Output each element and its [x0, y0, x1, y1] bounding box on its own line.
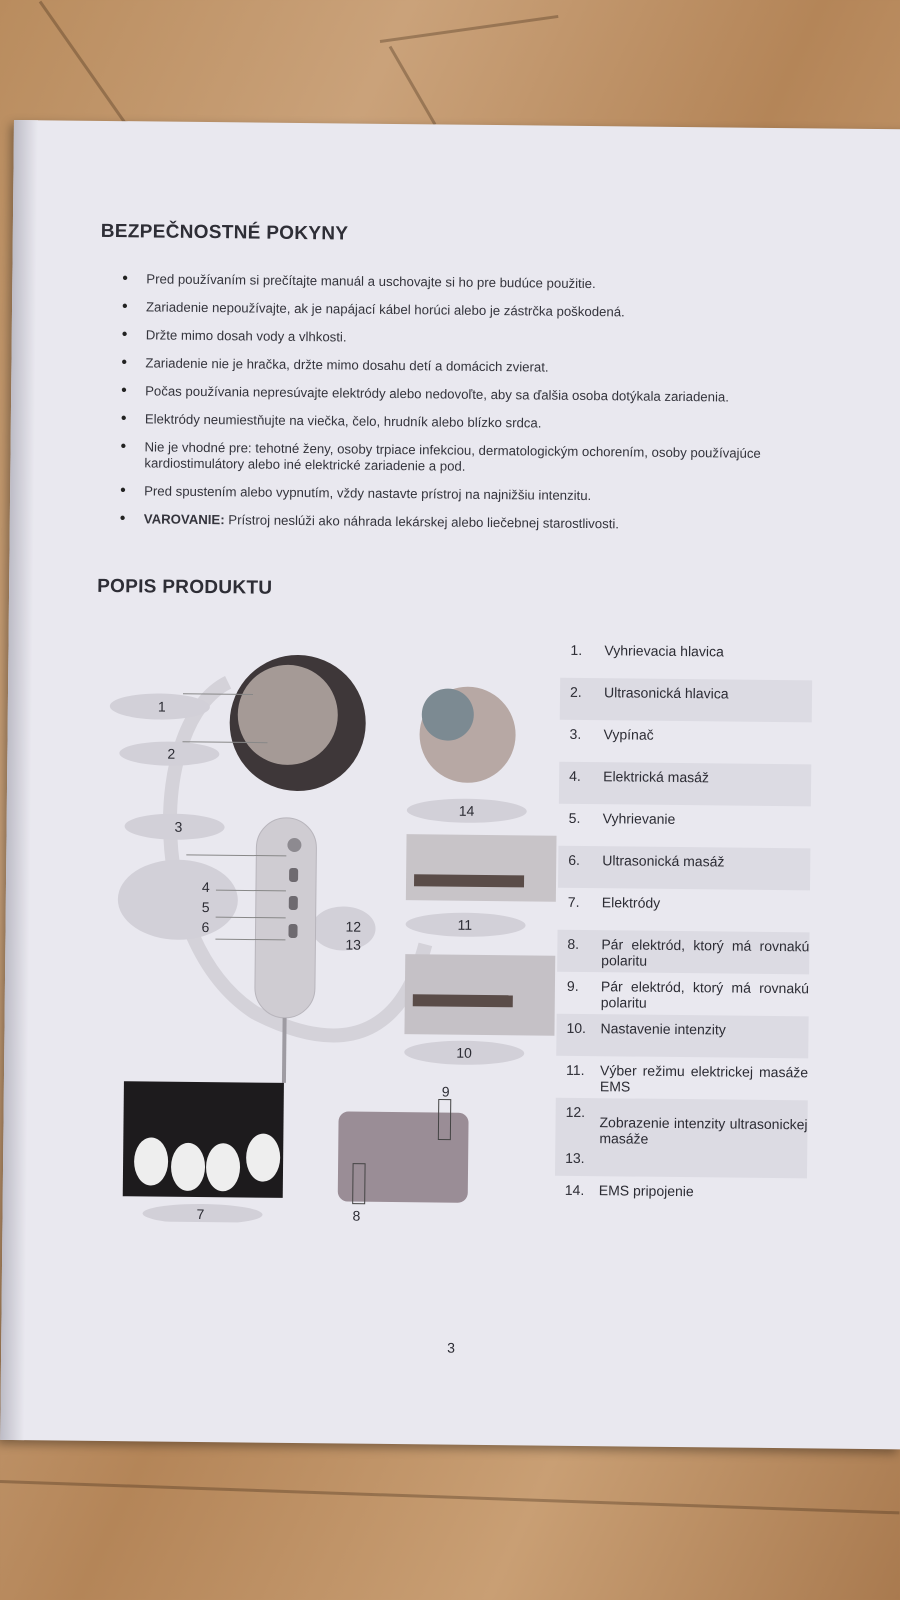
part-row: [560, 636, 812, 681]
safety-item: • Zariadenie nie je hračka, držte mimo dosahu detí a domácich zvierat.: [121, 355, 811, 378]
product-diagram: [102, 641, 568, 1226]
parts-list: [555, 636, 813, 1221]
part-row: [556, 1056, 808, 1101]
callout-5: 5: [201, 899, 210, 916]
part-num: 14.: [564, 1181, 585, 1199]
inset-panel-11: [406, 834, 557, 902]
part-row: [556, 1014, 808, 1059]
part-row: [557, 972, 809, 1017]
wood-grain-line: [380, 15, 559, 43]
callout-4: 4: [201, 879, 210, 896]
part-row: [555, 1098, 808, 1179]
part-row: [558, 888, 810, 933]
part-label: Vyhrievanie: [602, 810, 676, 827]
part-num: 5.: [568, 809, 581, 826]
part-num: 1.: [570, 641, 583, 658]
manual-page: [0, 120, 900, 1449]
callout-1: 1: [157, 698, 166, 715]
part-label: Ultrasonická hlavica: [603, 684, 729, 702]
part-label: Pár elektród, ktorý má rovnakú polaritu: [600, 978, 810, 1011]
warning-label: VAROVANIE:: [143, 511, 225, 528]
safety-item: • Nie je vhodné pre: tehotné ženy, osoby trpiace infekciou, dermatologickým ochorením, osoby používajúce kardiostimulátory alebo iné elektrické zariadenie a pod.: [120, 439, 810, 478]
callout-12: 12: [345, 918, 362, 935]
electrode-pair-photo: [338, 1111, 469, 1202]
part-row: [558, 804, 810, 849]
callout-2: 2: [167, 745, 176, 762]
part-row: [557, 930, 809, 975]
part-row: [560, 678, 812, 723]
part-row: [559, 762, 811, 807]
callout-ellipse-1213: [311, 906, 375, 951]
part-label: Ultrasonická masáž: [602, 852, 725, 870]
callout-14: 14: [458, 802, 475, 819]
page-number: 3: [447, 1339, 456, 1356]
mode-button-icon: [289, 896, 298, 910]
part-num: 8.: [567, 935, 580, 952]
wood-grain-line: [39, 1, 133, 134]
part-label: Výber režimu elektrickej masáže EMS: [599, 1062, 809, 1095]
callout-13: 13: [345, 936, 362, 953]
part-num: 9.: [566, 977, 579, 994]
safety-heading: BEZPEČNOSTNÉ POKYNY: [100, 220, 349, 245]
callout-9: 9: [441, 1083, 450, 1100]
part-num: [565, 1104, 600, 1166]
warning-text: Prístroj neslúži ako náhrada lekárskej alebo liečebnej starostlivosti.: [224, 512, 620, 532]
part-row: [555, 1176, 807, 1221]
part-row: [559, 720, 811, 765]
safety-item: • Držte mimo dosah vody a vlhkosti.: [122, 327, 812, 350]
safety-list: [120, 271, 813, 546]
product-heading: POPIS PRODUKTU: [97, 575, 273, 599]
part-label: Vyhrievacia hlavica: [604, 642, 724, 660]
callout-3: 3: [174, 818, 183, 835]
power-cord: [284, 1018, 285, 1083]
part-label: Vypínač: [603, 726, 654, 743]
callout-6: 6: [201, 919, 210, 936]
warning-item: [120, 511, 810, 534]
part-num-13: 13.: [565, 1149, 585, 1167]
part-row: [558, 846, 810, 891]
part-num: 10.: [566, 1019, 587, 1037]
part-num: 3.: [569, 725, 582, 742]
callout-ellipse-456: [117, 859, 238, 940]
callout-10: 10: [456, 1044, 472, 1061]
safety-item: • Pred spustením alebo vypnutím, vždy nastavte prístroj na najnižšiu intenzitu.: [120, 483, 810, 506]
safety-item: • Zariadenie nepoužívajte, ak je napájací kábel horúci alebo je zástrčka poškodená.: [122, 299, 812, 322]
mode-button-icon: [289, 868, 298, 882]
wood-grain-line: [389, 46, 437, 125]
mode-button-icon: [288, 924, 297, 938]
wood-grain-line: [0, 1480, 900, 1514]
inset-display-10: [413, 994, 513, 1007]
part-num: 4.: [569, 767, 581, 784]
callout-11: 11: [457, 916, 473, 933]
part-num: 11.: [566, 1061, 585, 1079]
callout-7: 7: [196, 1205, 205, 1223]
part-num: 2.: [569, 683, 582, 700]
callout-8: 8: [352, 1207, 361, 1224]
part-label: Pár elektród, ktorý má rovnakú polaritu: [601, 936, 810, 969]
part-num: 7.: [567, 893, 580, 910]
part-label: Zobrazenie intenzity ultrasonickej masáže: [599, 1114, 808, 1147]
part-label: Elektródy: [601, 894, 661, 911]
part-label: Elektrická masáž: [603, 768, 710, 786]
inset-display-11: [414, 874, 524, 887]
safety-item: • Pred používaním si prečítajte manuál a uschovajte si ho pre budúce použitie.: [122, 271, 812, 294]
part-label: Nastavenie intenzity: [600, 1020, 726, 1038]
part-num: 6.: [568, 851, 581, 868]
part-label: EMS pripojenie: [598, 1182, 694, 1200]
safety-item: • Elektródy neumiestňujte na viečka, čelo, hrudník alebo blízko srdca.: [121, 411, 811, 434]
safety-item: • Počas používania nepresúvajte elektródy alebo nedovoľte, aby sa ďalšia osoba dotýkala zariadenia.: [121, 383, 811, 406]
part-num-12: 12.: [565, 1103, 586, 1121]
